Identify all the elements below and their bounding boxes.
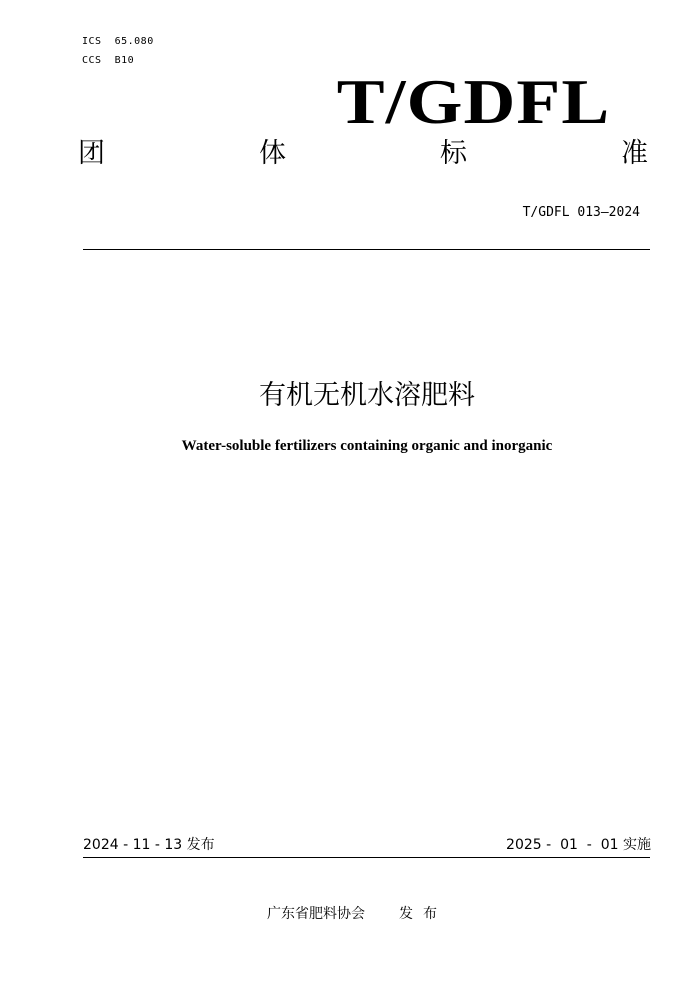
header-divider: [83, 249, 650, 250]
document-title-english: Water-soluble fertilizers containing organic and inorganic: [181, 438, 553, 454]
document-title-chinese: 有机无机水溶肥料: [259, 380, 475, 411]
standard-category: [78, 136, 648, 172]
category-char: 标: [440, 138, 467, 169]
footer-divider: [83, 857, 650, 858]
publisher-line: [0, 904, 700, 924]
implementation-date: 2025 - 01 - 01 实施: [506, 837, 651, 853]
category-char: 准: [621, 138, 648, 169]
ccs-code: CCS B10: [82, 55, 135, 66]
standard-code-large: T/GDFL: [336, 66, 610, 137]
publish-date: 2024 - 11 - 13 发布: [83, 837, 215, 853]
publisher-name: 广东省肥料协会: [267, 906, 365, 922]
ics-code: ICS 65.080: [82, 36, 154, 47]
publisher-action: 发布: [399, 906, 447, 922]
standard-number: T/GDFL 013—2024: [522, 205, 640, 220]
category-char: 团: [78, 138, 105, 169]
category-char: 体: [259, 138, 286, 169]
